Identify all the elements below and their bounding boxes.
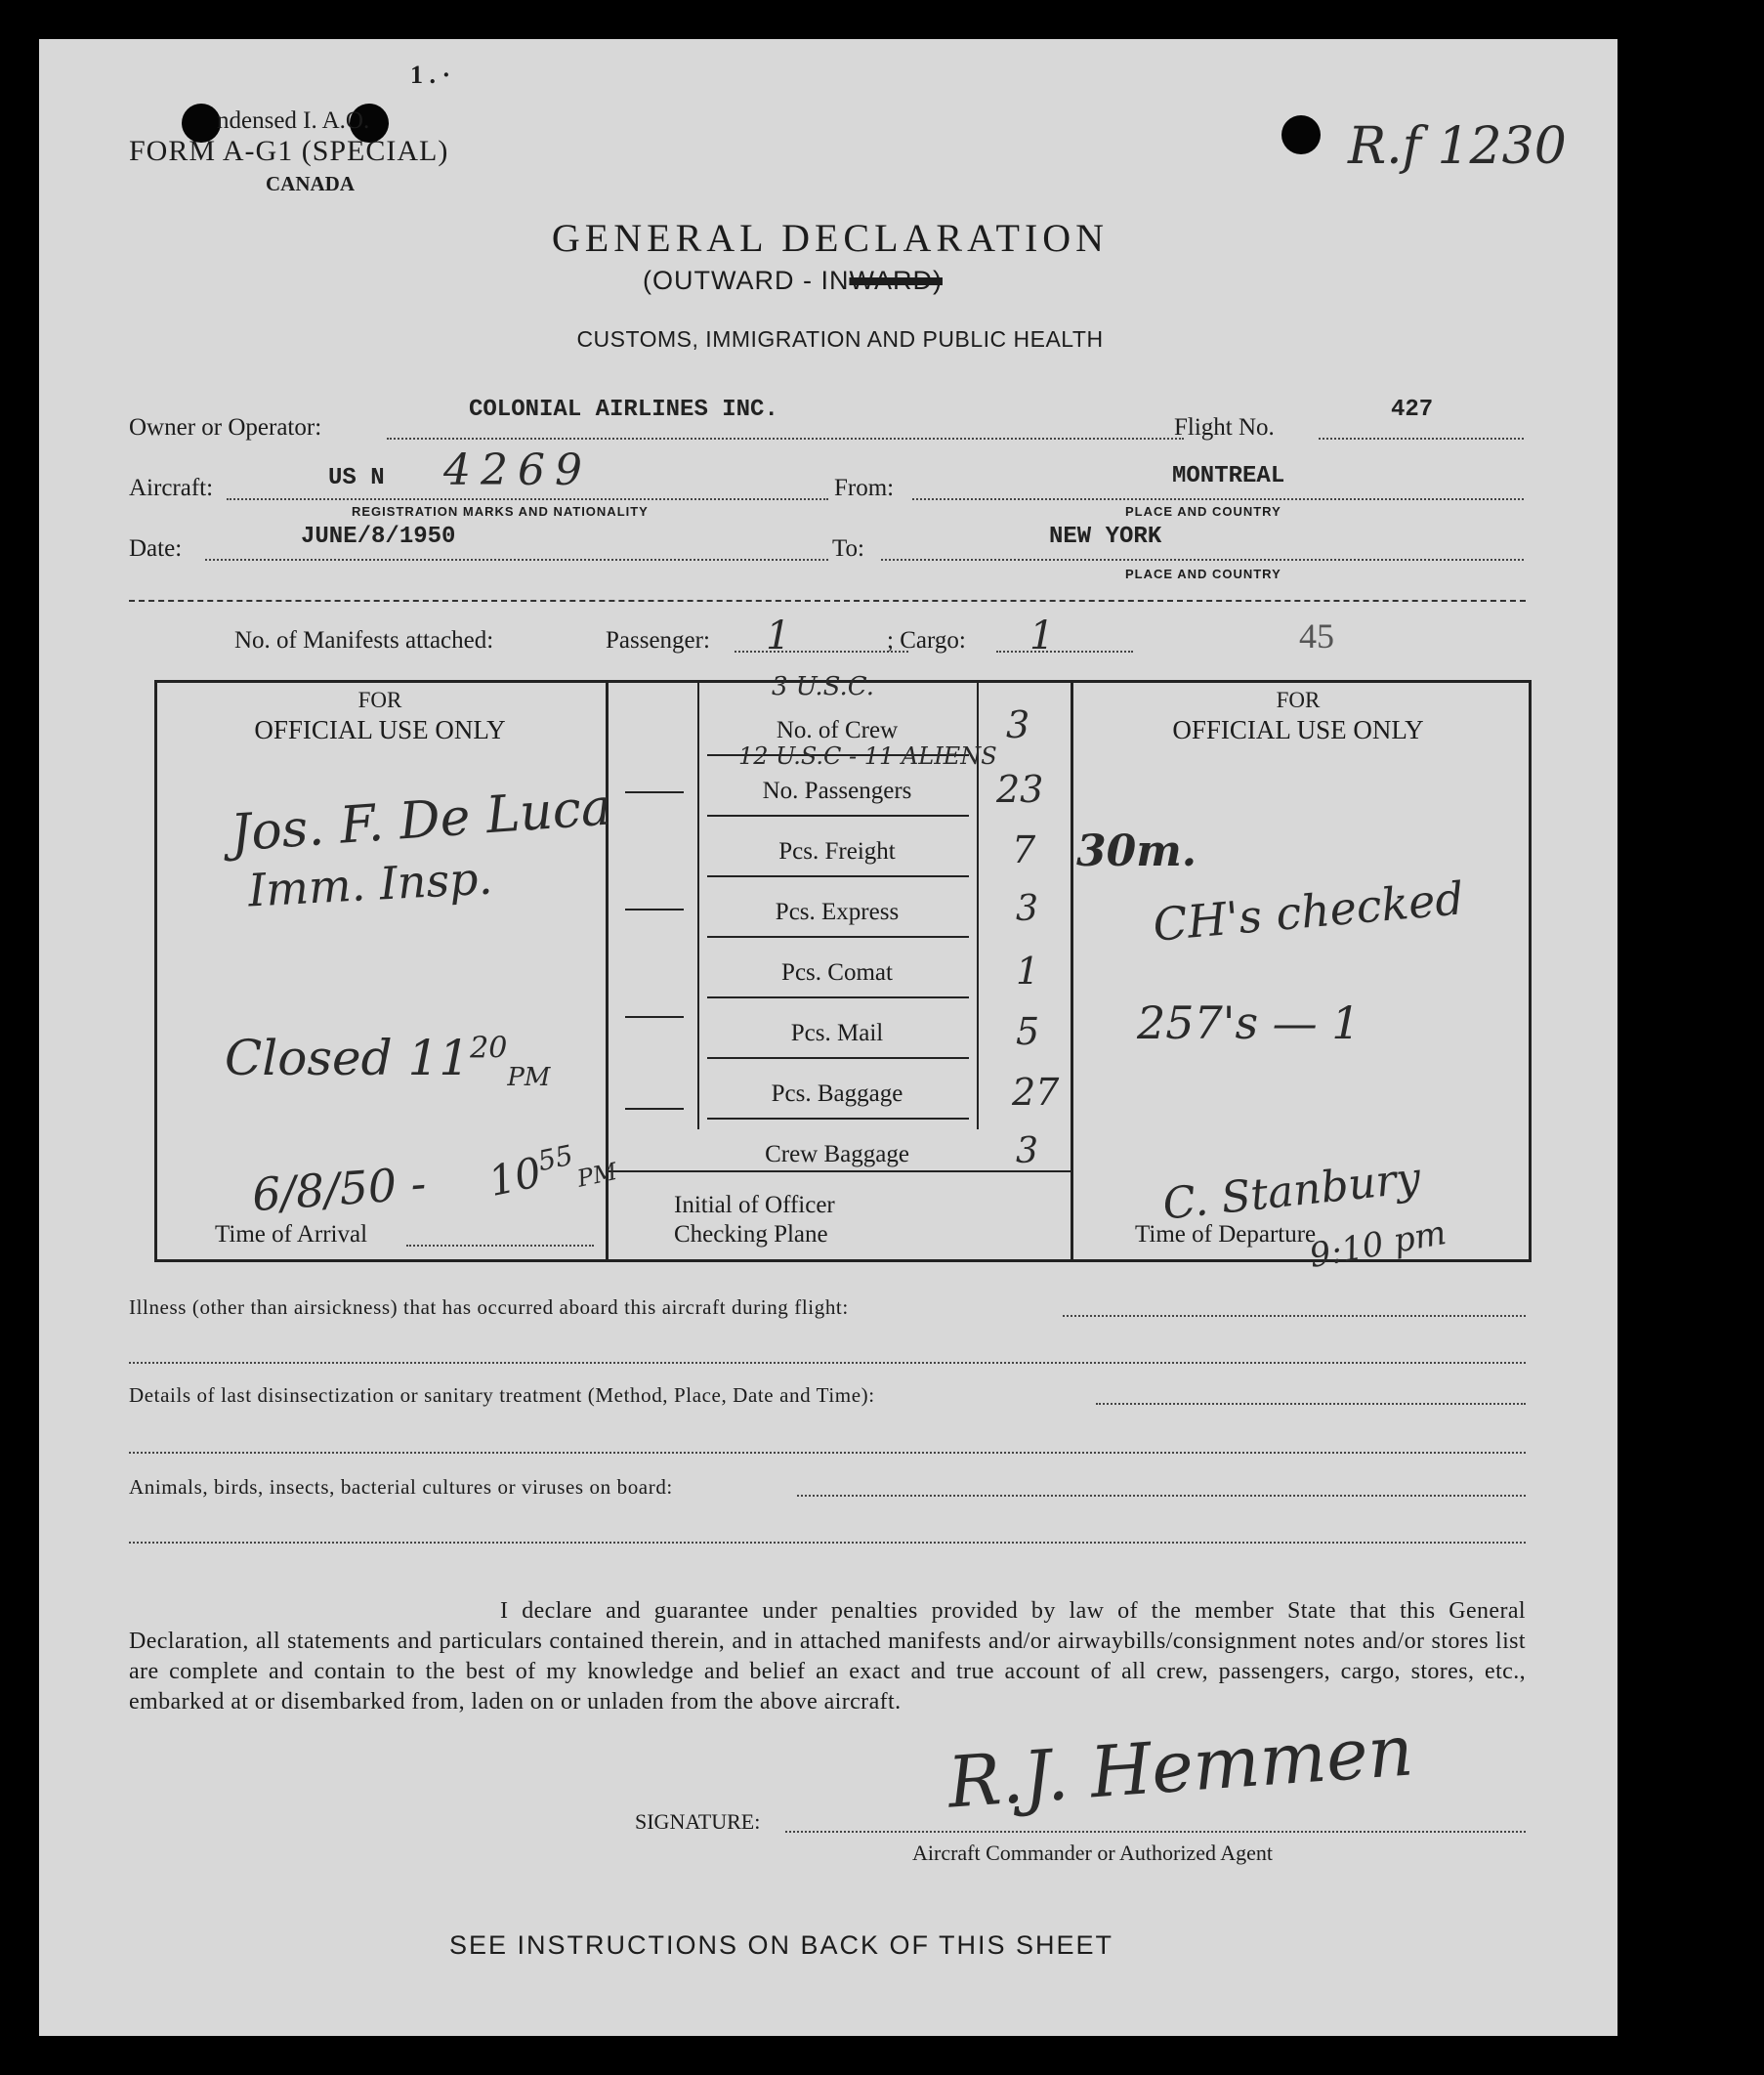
row-value-freight: 7 xyxy=(1012,828,1036,871)
signature-name: R.J. Hemmen xyxy=(945,1709,1416,1824)
aircraft-label: Aircraft: xyxy=(129,475,214,501)
form-line1: ndensed I. A.O. xyxy=(217,107,370,134)
row-value-crew: 3 xyxy=(1006,703,1030,746)
row-divider-4 xyxy=(707,936,969,938)
departure-time: 9:10 pm xyxy=(1306,1213,1449,1276)
declaration-text: I declare and guarantee under penalties provided by law of the member State that this General Declaration, all statements and particulars contained therein, and in attached manifests and/or airwaybills/consignment notes and/or stores list are complete and contain to the best of my knowledge and belief an exact and true account of all crew, passengers, cargo, stores, etc., embarked at or disembarked from, laden on or unladen from the above aircraft. xyxy=(129,1598,1526,1715)
cargo-line xyxy=(996,651,1133,653)
dash-4 xyxy=(625,1108,684,1110)
arrival-hour: 10 xyxy=(483,1147,546,1206)
freight-note: 30m. xyxy=(1076,826,1197,876)
closed-minutes: 20 xyxy=(470,1031,508,1066)
dash-3 xyxy=(625,1016,684,1018)
animals-label: Animals, birds, insects, bacterial cultures or viruses on board: xyxy=(129,1475,673,1499)
cargo-value: 1 xyxy=(1029,614,1055,658)
illness-line xyxy=(1063,1315,1526,1317)
dash-1 xyxy=(625,791,684,793)
officer-title: Imm. Insp. xyxy=(246,851,494,917)
disinsect-label: Details of last disinsectization or sanitary treatment (Method, Place, Date and Time): xyxy=(129,1383,875,1407)
row-value-baggage: 27 xyxy=(1012,1071,1060,1114)
row-divider-6 xyxy=(707,1057,969,1059)
manifest-stamp: 45 xyxy=(1299,616,1334,656)
row-value-express: 3 xyxy=(1016,889,1038,929)
row-value-comat: 1 xyxy=(1016,950,1040,993)
form-line2: FORM A-G1 (SPECIAL) xyxy=(129,135,449,167)
row-label-crew: No. of Crew xyxy=(776,717,899,743)
form-subtitle xyxy=(643,266,943,296)
dash-2 xyxy=(625,909,684,910)
from-label: From: xyxy=(834,475,895,501)
closed-pm: PM xyxy=(507,1063,551,1092)
owner-line xyxy=(387,438,1184,440)
initial-label2: Checking Plane xyxy=(674,1221,828,1248)
row-label-express: Pcs. Express xyxy=(775,899,900,925)
arrival-pm: PM xyxy=(574,1157,620,1193)
from-value: MONTREAL xyxy=(1172,463,1285,489)
date-label: Date: xyxy=(129,535,183,562)
date-value: JUNE/8/1950 xyxy=(301,524,456,550)
row-value-mail: 5 xyxy=(1016,1010,1040,1053)
to-value: NEW YORK xyxy=(1049,524,1162,550)
illness-line2 xyxy=(129,1362,1526,1364)
row-label-passengers: No. Passengers xyxy=(762,778,912,804)
signature-caption: Aircraft Commander or Authorized Agent xyxy=(912,1841,1274,1865)
subtitle-prefix: (OUTWARD - IN xyxy=(643,266,850,295)
closed-text: Closed 11 xyxy=(225,1030,471,1086)
officer-name: Jos. F. De Luca xyxy=(229,778,613,864)
aircraft-reg-typed: US N xyxy=(328,465,385,491)
passenger-label: Passenger: xyxy=(606,627,710,654)
row-label-crew-baggage: Crew Baggage xyxy=(765,1141,909,1167)
passenger-line xyxy=(735,651,908,653)
right-head: FOR xyxy=(1276,688,1321,712)
row-value-crew-baggage: 3 xyxy=(1016,1131,1038,1171)
to-line xyxy=(881,559,1524,561)
signature-label: SIGNATURE: xyxy=(635,1809,761,1834)
disinsect-line2 xyxy=(129,1452,1526,1454)
arrival-line xyxy=(406,1245,594,1247)
row-divider-3 xyxy=(707,875,969,877)
reference-number: R.f 1230 xyxy=(1348,117,1567,176)
signature-line xyxy=(785,1831,1526,1833)
animals-line2 xyxy=(129,1542,1526,1544)
declaration-sheet xyxy=(39,39,1617,2036)
date-line xyxy=(205,559,828,561)
header-divider xyxy=(129,600,1526,602)
aircraft-reg-hand: 4269 xyxy=(443,445,592,495)
left-head2: OFFICIAL USE ONLY xyxy=(254,715,506,744)
flight-label: Flight No. xyxy=(1174,414,1275,441)
stray-marks: 1 . · xyxy=(410,61,451,89)
from-caption: PLACE AND COUNTRY xyxy=(1125,504,1281,519)
row-label-comat: Pcs. Comat xyxy=(781,959,893,986)
illness-label: Illness (other than airsickness) that has occurred aboard this aircraft during flight: xyxy=(129,1295,849,1319)
flight-line xyxy=(1319,438,1524,440)
arrival-label: Time of Arrival xyxy=(215,1221,368,1248)
from-line xyxy=(912,498,1524,500)
flight-value: 427 xyxy=(1391,397,1434,423)
owner-label: Owner or Operator: xyxy=(129,414,322,441)
manifests-label: No. of Manifests attached: xyxy=(234,627,494,654)
passengers-note: 12 U.S.C - 11 ALIENS xyxy=(738,742,997,770)
row-divider-7 xyxy=(707,1118,969,1120)
form-country: CANADA xyxy=(266,172,355,195)
row-divider-2 xyxy=(707,815,969,817)
to-label: To: xyxy=(832,535,864,562)
disinsect-line xyxy=(1096,1403,1526,1405)
footer-instructions: SEE INSTRUCTIONS ON BACK OF THIS SHEET xyxy=(448,1930,1114,1960)
punch-hole-right xyxy=(1281,115,1321,154)
arrival-minutes: 55 xyxy=(534,1138,576,1178)
initial-label1: Initial of Officer xyxy=(674,1192,835,1218)
form-subtitle2: CUSTOMS, IMMIGRATION AND PUBLIC HEALTH xyxy=(576,326,1104,352)
initial-divider xyxy=(608,1170,1071,1172)
animals-line xyxy=(797,1495,1526,1497)
cargo-label: ; Cargo: xyxy=(887,627,966,654)
count-note: 257's — 1 xyxy=(1137,996,1361,1049)
owner-value: COLONIAL AIRLINES INC. xyxy=(469,397,778,423)
subtitle-struck: WARD) xyxy=(849,266,943,295)
left-head: FOR xyxy=(357,688,402,712)
arrival-date: 6/8/50 - xyxy=(250,1156,428,1222)
to-caption: PLACE AND COUNTRY xyxy=(1125,567,1281,581)
row-label-mail: Pcs. Mail xyxy=(790,1020,884,1046)
passenger-value: 1 xyxy=(766,614,791,658)
crew-note: 3 U.S.C. xyxy=(772,672,874,701)
form-title: GENERAL DECLARATION xyxy=(551,216,1110,260)
right-head2: OFFICIAL USE ONLY xyxy=(1172,715,1424,744)
row-value-passengers: 23 xyxy=(996,768,1044,811)
aircraft-line xyxy=(227,498,828,500)
row-label-baggage: Pcs. Baggage xyxy=(771,1080,903,1107)
aircraft-caption: REGISTRATION MARKS AND NATIONALITY xyxy=(352,504,649,519)
row-divider-5 xyxy=(707,996,969,998)
officer-initials: C. Stanbury xyxy=(1160,1153,1423,1230)
closed-time xyxy=(225,1030,550,1092)
row-label-freight: Pcs. Freight xyxy=(778,838,896,865)
checked-note: CH's checked xyxy=(1151,871,1466,952)
departure-label: Time of Departure xyxy=(1135,1221,1317,1248)
table-col4 xyxy=(1071,680,1073,1259)
